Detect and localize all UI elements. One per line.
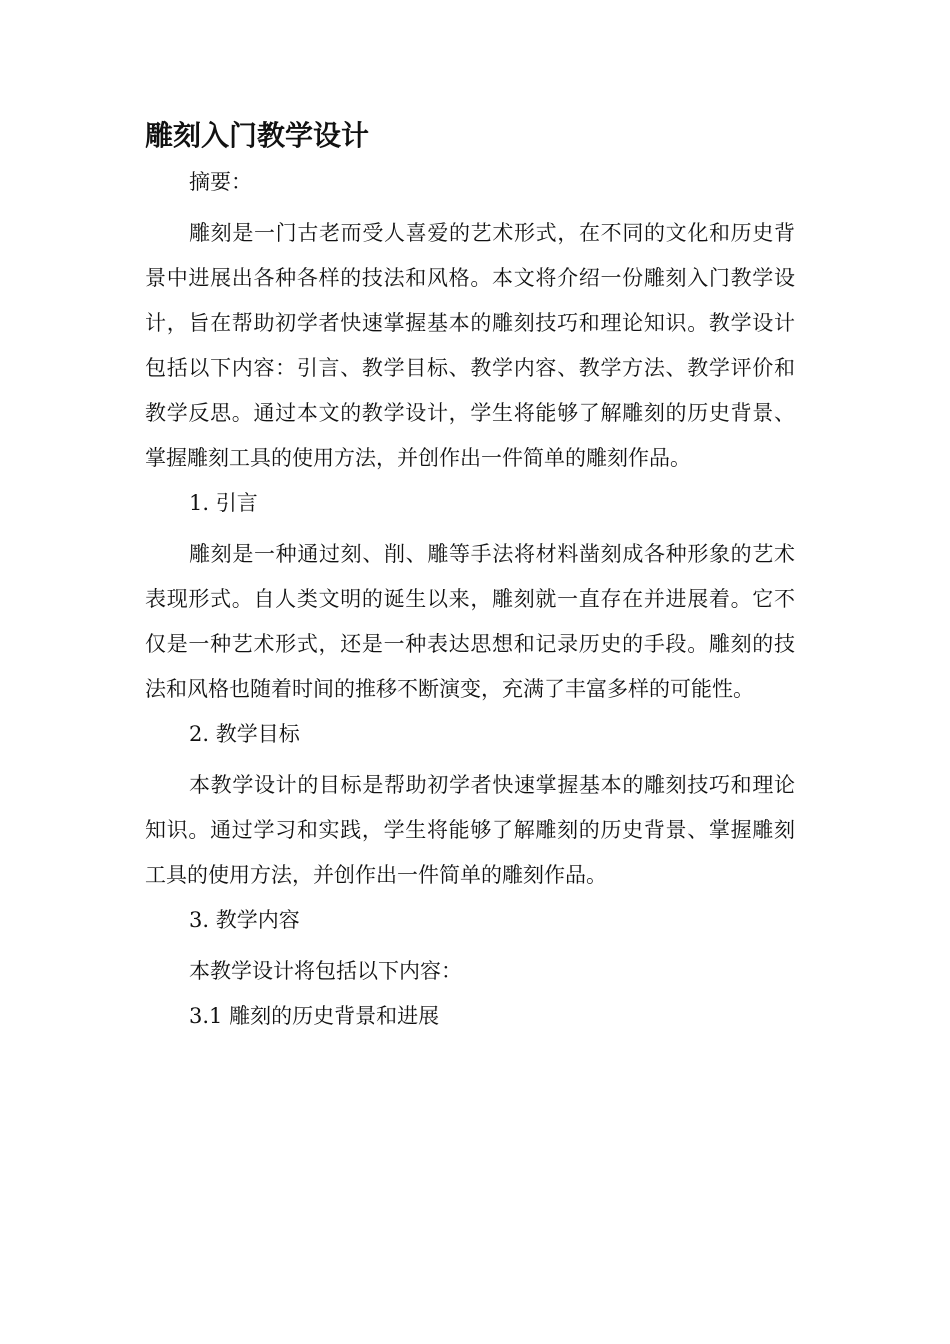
section-heading-introduction: 1. 引言 [189,491,258,515]
subsection-heading-history: 3.1 雕刻的历史背景和进展 [189,1004,440,1028]
section-heading-content: 3. 教学内容 [189,908,300,932]
section-heading-objectives: 2. 教学目标 [189,722,300,746]
document-title: 雕刻入门教学设计 [145,119,370,152]
section-paragraph-content: 本教学设计将包括以下内容： [189,959,462,983]
section-paragraph-introduction: 雕刻是一种通过刻、削、雕等手法将材料凿刻成各种形象的艺术表现形式。自人类文明的诞生以来，雕刻就一直存在并进展着。它不仅是一种艺术形式，还是一种表达思想和记录历史的手段。雕刻的技法和风格也随着时间的推移不断演变，充满了丰富多样的可能性。 [145,542,795,701]
abstract-paragraph: 雕刻是一门古老而受人喜爱的艺术形式，在不同的文化和历史背景中进展出各种各样的技法和风格。本文将介绍一份雕刻入门教学设计，旨在帮助初学者快速掌握基本的雕刻技巧和理论知识。教学设计包括以下内容：引言、教学目标、教学内容、教学方法、教学评价和教学反思。通过本文的教学设计，学生将能够了解雕刻的历史背景、掌握雕刻工具的使用方法，并创作出一件简单的雕刻作品。 [145,221,795,470]
section-paragraph-objectives: 本教学设计的目标是帮助初学者快速掌握基本的雕刻技巧和理论知识。通过学习和实践，学生将能够了解雕刻的历史背景、掌握雕刻工具的使用方法，并创作出一件简单的雕刻作品。 [145,773,795,887]
document-body [145,112,795,1039]
abstract-label: 摘要： [189,170,252,194]
